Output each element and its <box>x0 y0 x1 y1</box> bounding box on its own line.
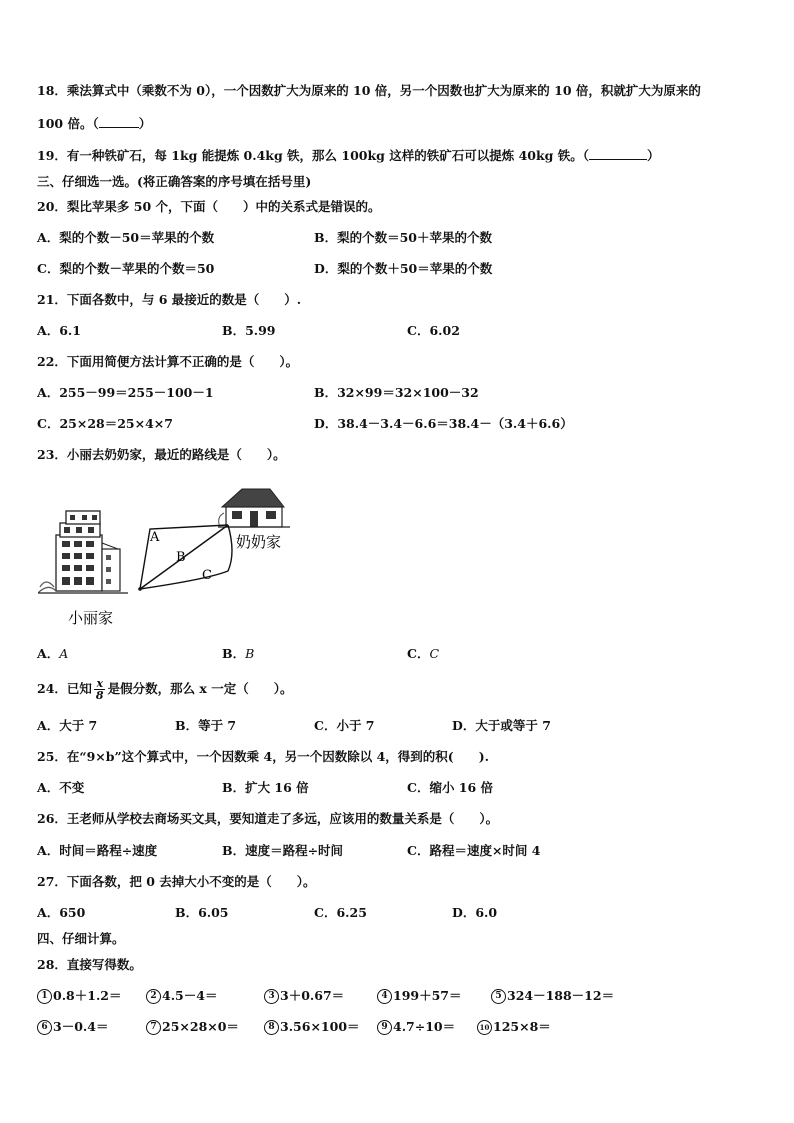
q22-option-c[interactable]: C．25×28＝25×4×7 <box>37 416 173 431</box>
q23-option-b[interactable] <box>222 646 254 662</box>
apartment-building-icon <box>38 511 128 593</box>
q18-line1: 18．乘法算式中（乘数不为 0），一个因数扩大为原来的 10 倍，另一个因数也扩大为原来的 10 倍，积就扩大为原来的 <box>37 83 701 98</box>
q20-option-c[interactable]: C．梨的个数－苹果的个数＝50 <box>37 261 215 276</box>
q24-stem <box>37 674 292 704</box>
calc-expression: 3.56×100＝ <box>280 1019 360 1034</box>
q23-option-a-prefix: A． <box>37 646 60 661</box>
circled-number: 8 <box>264 1020 279 1035</box>
calc-expression: 4.7÷10＝ <box>393 1019 456 1034</box>
q23-stem: 23．小丽去奶奶家，最近的路线是（ ）。 <box>37 447 286 462</box>
calc-item-3[interactable] <box>264 988 344 1004</box>
q27-stem: 27．下面各数，把 0 去掉大小不变的是（ ）。 <box>37 874 316 889</box>
q18-answer-blank[interactable] <box>99 115 139 128</box>
calc-expression: 25×28×0＝ <box>162 1019 239 1034</box>
circled-number: 6 <box>37 1020 52 1035</box>
q27-option-d[interactable]: D．6.0 <box>452 905 498 920</box>
q24-option-d[interactable]: D．大于或等于 7 <box>452 718 551 733</box>
q25-option-a[interactable]: A．不变 <box>37 780 85 795</box>
circled-number: 1 <box>37 989 52 1004</box>
q23-option-c[interactable] <box>407 646 439 662</box>
calc-item-1[interactable] <box>37 988 122 1004</box>
q21-option-a[interactable]: A．6.1 <box>37 323 81 338</box>
q26-option-b[interactable]: B．速度＝路程÷时间 <box>222 843 344 858</box>
q23-option-b-letter: B <box>245 646 255 661</box>
q24-fraction-numerator: x <box>96 677 104 690</box>
q24-prefix: 24．已知 <box>37 681 92 696</box>
q18-line2-text: 100 倍。（ <box>37 116 99 131</box>
q25-stem: 25．在“9×b”这个算式中，一个因数乘 4，另一个因数除以 4，得到的积( ). <box>37 749 489 764</box>
circled-number: 9 <box>377 1020 392 1035</box>
q21-option-c[interactable]: C．6.02 <box>407 323 460 338</box>
route-c-label: C <box>202 568 212 583</box>
calc-expression: 3＋0.67＝ <box>280 988 345 1003</box>
xiaoli-home-label: 小丽家 <box>68 609 114 627</box>
q26-option-c[interactable]: C．路程＝速度×时间 4 <box>407 843 541 858</box>
q27-option-b[interactable]: B．6.05 <box>175 905 229 920</box>
q24-option-a[interactable]: A．大于 7 <box>37 718 98 733</box>
q19-text: 19．有一种铁矿石，每 1kg 能提炼 0.4kg 铁，那么 100kg 这样的铁矿石可以提炼 40kg 铁。（ <box>37 148 589 163</box>
section-4-heading: 四、仔细计算。 <box>37 931 125 946</box>
circled-number: 2 <box>146 989 161 1004</box>
q24-option-c[interactable]: C．小于 7 <box>314 718 375 733</box>
q22-option-d[interactable]: D．38.4－3.4－6.6＝38.4－（3.4＋6.6） <box>314 416 573 431</box>
q22-stem: 22．下面用简便方法计算不正确的是（ ）。 <box>37 354 299 369</box>
route-a-label: A <box>150 530 160 545</box>
q21-option-b[interactable]: B．5.99 <box>222 323 276 338</box>
q19-close-paren: ） <box>647 148 660 163</box>
q27-option-a[interactable]: A．650 <box>37 905 86 920</box>
circled-number: 4 <box>377 989 392 1004</box>
calc-expression: 125×8＝ <box>493 1019 551 1034</box>
q23-option-c-prefix: C． <box>407 646 430 661</box>
q24-fraction-denominator: 8 <box>95 689 104 702</box>
q22-option-b[interactable]: B．32×99＝32×100－32 <box>314 385 479 400</box>
q20-option-b[interactable]: B．梨的个数＝50＋苹果的个数 <box>314 230 492 245</box>
q23-option-a[interactable] <box>37 646 68 662</box>
circled-number: 7 <box>146 1020 161 1035</box>
calc-item-7[interactable] <box>146 1019 239 1035</box>
q22-option-a[interactable]: A．255－99＝255－100－1 <box>37 385 214 400</box>
q20-option-d[interactable]: D．梨的个数＋50＝苹果的个数 <box>314 261 493 276</box>
q27-option-c[interactable]: C．6.25 <box>314 905 367 920</box>
q24-suffix: 是假分数，那么 x 一定（ ）。 <box>107 681 293 696</box>
grandma-house-label: 奶奶家 <box>236 533 282 551</box>
q20-stem: 20．梨比苹果多 50 个，下面（ ）中的关系式是错误的。 <box>37 199 381 214</box>
q25-option-c[interactable]: C．缩小 16 倍 <box>407 780 494 795</box>
q26-option-a[interactable]: A．时间＝路程÷速度 <box>37 843 158 858</box>
circled-number: 5 <box>491 989 506 1004</box>
q28-stem: 28．直接写得数。 <box>37 957 142 972</box>
calc-item-2[interactable] <box>146 988 217 1004</box>
calc-item-9[interactable] <box>377 1019 455 1035</box>
calc-expression: 199＋57＝ <box>393 988 462 1003</box>
start-point <box>138 587 142 591</box>
route-b-label: B <box>176 550 186 565</box>
section-3-heading: 三、仔细选一选。(将正确答案的序号填在括号里) <box>37 174 312 189</box>
q26-stem: 26．王老师从学校去商场买文具，要知道走了多远，应该用的数量关系是（ ）。 <box>37 811 499 826</box>
q24-fraction <box>94 678 106 701</box>
q18-line2 <box>37 115 151 132</box>
q20-option-a[interactable]: A．梨的个数－50＝苹果的个数 <box>37 230 215 245</box>
calc-expression: 3－0.4＝ <box>53 1019 109 1034</box>
q21-stem: 21．下面各数中，与 6 最接近的数是（ ）. <box>37 292 302 307</box>
q18-close-paren: ） <box>138 116 152 131</box>
house-icon <box>218 489 290 527</box>
calc-expression: 324－188－12＝ <box>507 988 615 1003</box>
q25-option-b[interactable]: B．扩大 16 倍 <box>222 780 309 795</box>
q19-answer-blank[interactable] <box>589 147 647 160</box>
q23-option-c-letter: C <box>429 646 440 661</box>
calc-item-4[interactable] <box>377 988 462 1004</box>
calc-expression: 0.8＋1.2＝ <box>53 988 122 1003</box>
q23-option-b-prefix: B． <box>222 646 246 661</box>
calc-item-5[interactable] <box>491 988 614 1004</box>
q23-option-a-letter: A <box>59 646 69 661</box>
calc-expression: 4.5－4＝ <box>162 988 218 1003</box>
calc-item-10[interactable] <box>477 1019 551 1035</box>
calc-item-8[interactable] <box>264 1019 360 1035</box>
q24-option-b[interactable]: B．等于 7 <box>175 718 237 733</box>
q19-line <box>37 147 660 164</box>
calc-item-6[interactable] <box>37 1019 108 1035</box>
q23-route-diagram <box>38 483 308 633</box>
circled-number: 10 <box>477 1020 492 1035</box>
circled-number: 3 <box>264 989 279 1004</box>
